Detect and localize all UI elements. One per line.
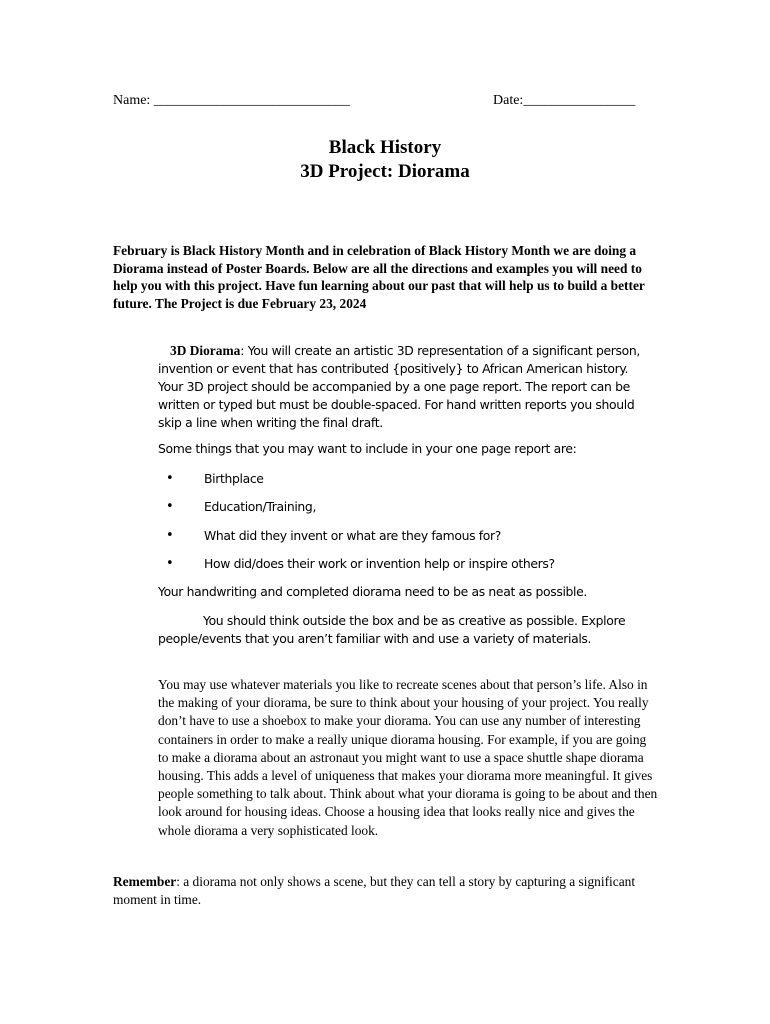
intro-paragraph: February is Black History Month and in celebration of Black History Month we are doing a Diorama instead of Poster Boards. Below are all the directions and examples you will need to help you with this project. Have fun learning about our past that will help us to build a better future. The Project is due February 23, 2024 (113, 243, 645, 311)
remember-label: Remember (113, 874, 177, 889)
bullet-icon: • (166, 471, 174, 486)
bullet-icon: • (166, 499, 174, 515)
document-title: Black History (328, 137, 442, 158)
date-field-line: Date:________________ (493, 93, 636, 108)
name-field-line: Name: ____________________________ (113, 93, 350, 108)
handwriting-note: Your handwriting and completed diorama need to be as neat as possible. (158, 584, 588, 599)
list-item: • Birthplace (166, 471, 264, 486)
bullet-icon: • (166, 527, 174, 543)
list-item: • What did they invent or what are they famous for? (166, 527, 502, 543)
list-item: • How did/does their work or invention help or inspire others? (166, 556, 555, 572)
list-item: • Education/Training, (166, 499, 317, 515)
remember-text: : a diorama not only shows a scene, but they can tell a story by capturing a significant moment in time. (113, 874, 636, 908)
diorama-description (158, 342, 648, 432)
remember-note (113, 873, 653, 909)
bullet-icon: • (166, 556, 174, 572)
document-subtitle: 3D Project: Diorama (300, 161, 470, 182)
report-items-list (166, 470, 555, 584)
diorama-label: 3D Diorama (170, 343, 241, 358)
diorama-text: : You will create an artistic 3D representation of a significant person, invention or event that has contributed {positively} to African American history. Your 3D project should be accompanied by a one page report. The report can be written or typed but must be double-spaced. For hand written reports you should skip a line when writing the final draft. (158, 343, 640, 430)
report-intro: Some things that you may want to include in your one page report are: (158, 441, 577, 456)
outside-box-paragraph: You should think outside the box and be as creative as possible. Explore people/events that you aren’t familiar with and use a variety of materials. (158, 613, 626, 646)
materials-paragraph: You may use whatever materials you like to recreate scenes about that person’s life. Also in the making of your diorama, be sure to think about your housing of your project. You really don’t have to use a shoebox to make your diorama. You can use any number of interesting containers in order to make a really unique diorama housing. For example, if you are going to make a diorama about an astronaut you might want to use a space shuttle shape diorama housing. This adds a level of uniqueness that makes your diorama more meaningful. It gives people something to talk about. Think about what your diorama is going to be about and then look around for housing ideas. Choose a housing idea that looks really nice and gives the whole diorama a very sophisticated look. (158, 677, 658, 838)
